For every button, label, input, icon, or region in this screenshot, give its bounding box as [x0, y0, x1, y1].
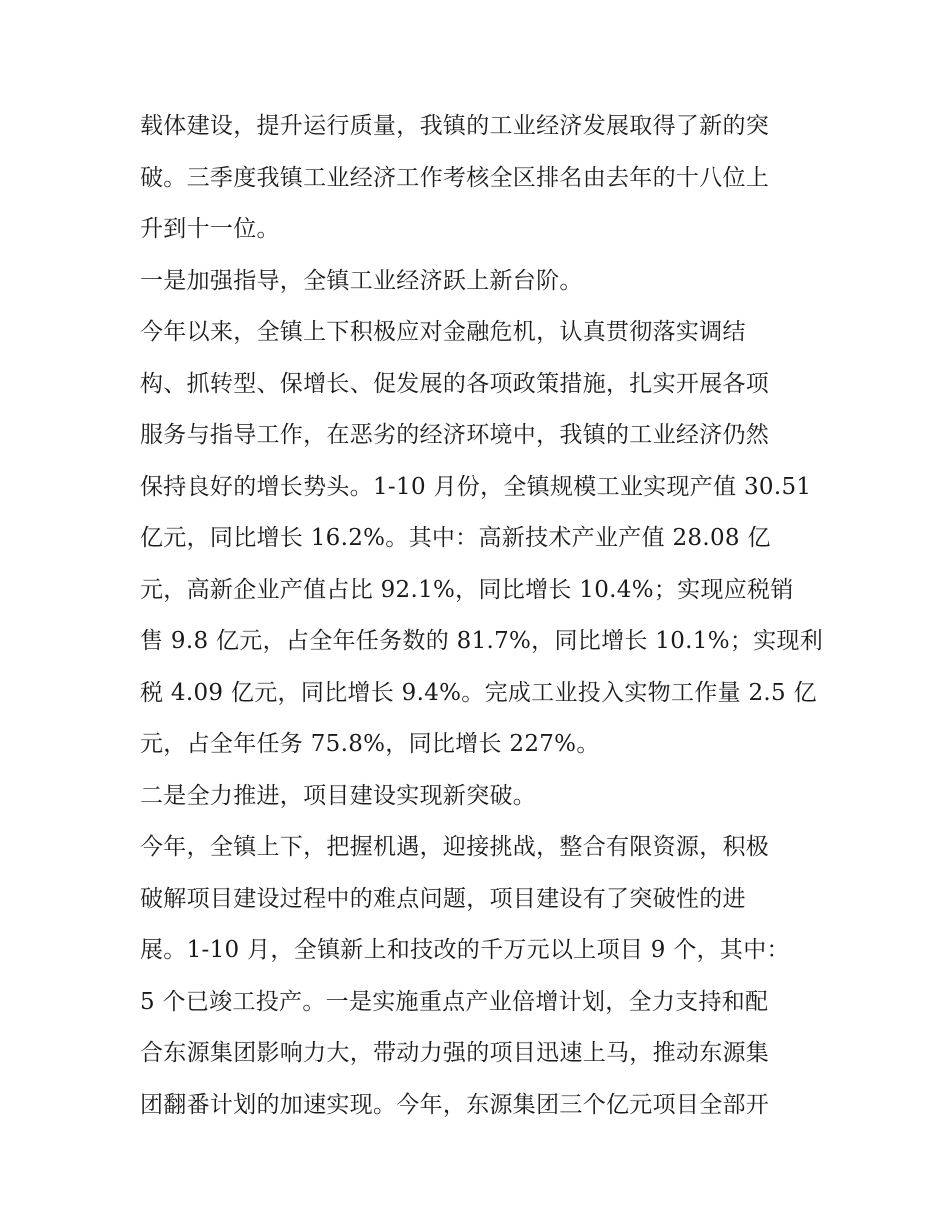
section-heading: 二是全力推进，项目建设实现新突破。: [140, 782, 537, 809]
text-line: 破。三季度我镇工业经济工作考核全区排名由去年的十八位上: [140, 164, 770, 191]
text-line: 元，高新企业产值占比 92.1%，同比增长 10.4%；实现应税销: [140, 576, 794, 603]
text-line: 5 个已竣工投产。一是实施重点产业倍增计划，全力支持和配: [140, 988, 769, 1015]
text-line: 构、抓转型、保增长、促发展的各项政策措施，扎实开展各项: [140, 370, 770, 397]
text-line: 售 9.8 亿元，占全年任务数的 81.7%，同比增长 10.1%；实现利: [140, 628, 824, 654]
text-line: 今年以来，全镇上下积极应对金融危机，认真贯彻落实调结: [140, 319, 746, 345]
text-line: 元，占全年任务 75.8%，同比增长 227%。: [140, 731, 600, 757]
text-line: 载体建设，提升运行质量，我镇的工业经济发展取得了新的突: [140, 113, 770, 139]
document-body: [140, 101, 824, 1131]
text-line: 团翻番计划的加速实现。今年，东源集团三个亿元项目全部开: [140, 1091, 770, 1118]
text-line: 合东源集团影响力大，带动力强的项目迅速上马，推动东源集: [140, 1040, 770, 1066]
text-line: 亿元，同比增长 16.2%。其中：高新技术产业产值 28.08 亿: [140, 525, 771, 551]
text-line: 税 4.09 亿元，同比增长 9.4%。完成工业投入实物工作量 2.5 亿: [140, 679, 817, 706]
text-line: 今年，全镇上下，把握机遇，迎接挑战，整合有限资源，积极: [140, 834, 770, 860]
text-line: 保持良好的增长势头。1-10 月份，全镇规模工业实现产值 30.51: [140, 473, 812, 500]
text-line: 升到十一位。: [140, 216, 280, 242]
section-heading: 一是加强指导，全镇工业经济跃上新台阶。: [140, 267, 583, 294]
text-line: 展。1-10 月，全镇新上和技改的千万元以上项目 9 个，其中：: [140, 937, 790, 963]
text-line: 服务与指导工作，在恶劣的经济环境中，我镇的工业经济仍然: [140, 422, 770, 448]
text-line: 破解项目建设过程中的难点问题，项目建设有了突破性的进: [140, 885, 746, 912]
